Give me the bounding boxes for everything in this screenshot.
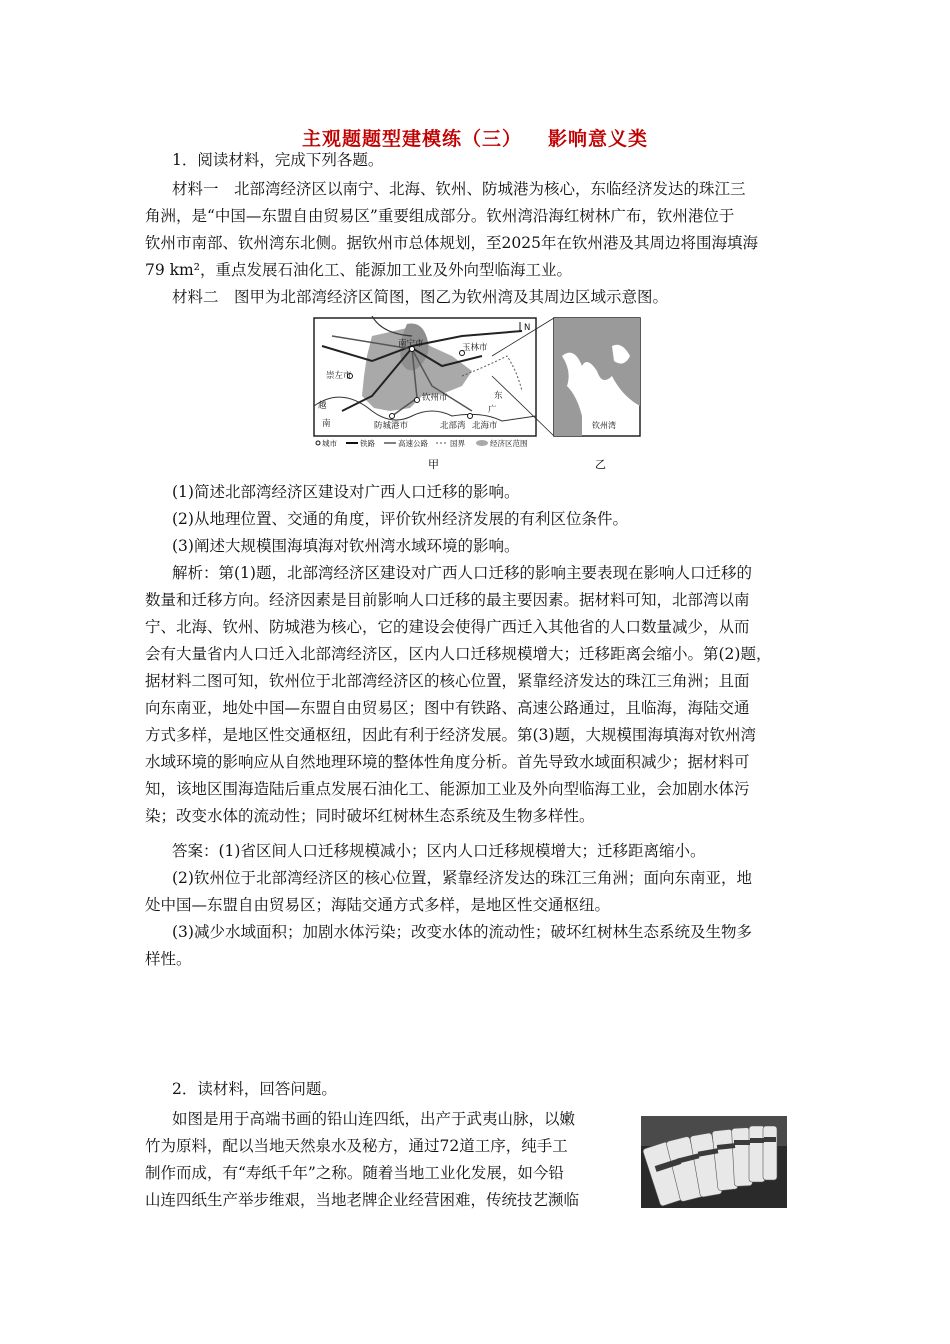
city-qinzhou: 钦州市 (422, 393, 448, 403)
material-1-line: 79 km²，重点发展石油化工、能源加工业及外向型临海工业。 (145, 261, 572, 279)
material-1-line: 钦州市南部、钦州湾东北侧。据钦州市总体规划，至2025年在钦州港及其周边将围海填海 (145, 234, 758, 252)
city-marker (390, 414, 395, 419)
map-figure (312, 316, 642, 476)
title-main: 主观题题型建模练（三） (301, 128, 522, 150)
city-marker (468, 414, 473, 419)
q2-intro: 2．读材料，回答问题。 (172, 1080, 337, 1098)
question-3: (3)阐述大规模围海填海对钦州湾水域环境的影响。 (172, 537, 520, 555)
analysis-line: 会有大量省内人口迁入北部湾经济区，区内人口迁移规模增大；迁移距离会缩小。第(2)题， (145, 645, 772, 663)
question-1: (1)简述北部湾经济区建设对广西人口迁移的影响。 (172, 483, 520, 501)
analysis-line: 数量和迁移方向。经济因素是目前影响人口迁移的最主要因素。据材料可知，北部湾以南 (145, 591, 750, 609)
city-fangchenggang: 防城港市 (374, 421, 409, 431)
q2-line: 制作而成，有“寿纸千年”之称。随着当地工业化发展，如今铅 (145, 1164, 564, 1182)
q2-line: 山连四纸生产举步维艰，当地老牌企业经营困难，传统技艺濒临 (145, 1191, 580, 1209)
legend-city-icon (316, 441, 320, 445)
legend-city: 城市 (322, 439, 337, 448)
legend-zone-icon (476, 440, 488, 446)
analysis-line: 向东南亚，地处中国—东盟自由贸易区；图中有铁路、高速公路通过，且临海，海陆交通 (145, 699, 750, 717)
analysis-line: 解析：第(1)题，北部湾经济区建设对广西人口迁移的影响主要表现在影响人口迁移的 (172, 564, 752, 582)
city-beihai: 北海市 (472, 421, 498, 431)
label-yi: 乙 (595, 458, 606, 471)
city-marker (415, 398, 420, 403)
city-yulin: 玉林市 (462, 343, 488, 353)
label-jia: 甲 (428, 458, 439, 471)
answer-line: (3)减少水域面积；加剧水体污染；改变水体的流动性；破坏红树林生态系统及生物多 (172, 923, 752, 941)
answer-line: (2)钦州位于北部湾经济区的核心位置，紧靠经济发达的珠江三角洲；面向东南亚，地 (172, 869, 752, 887)
north-arrow: N (524, 323, 531, 333)
label-dong: 东 (494, 391, 503, 401)
city-nanning: 南宁市 (398, 339, 424, 349)
paper-rolls-photo (641, 1116, 787, 1208)
analysis-line: 据材料二图可知，钦州位于北部湾经济区的核心位置，紧靠经济发达的珠江三角洲；且面 (145, 672, 750, 690)
q2-line: 如图是用于高端书画的铅山连四纸，出产于武夷山脉，以嫩 (172, 1110, 576, 1128)
legend-border: 国界 (450, 439, 465, 448)
q2-line: 竹为原料，配以当地天然泉水及秘方，通过72道工序，纯手工 (145, 1137, 568, 1155)
q1-intro: 1．阅读材料，完成下列各题。 (172, 151, 384, 169)
analysis-line: 染；改变水体的流动性；同时破坏红树林生态系统及生物多样性。 (145, 807, 595, 825)
analysis-line: 水域环境的影响应从自然地理环境的整体性角度分析。首先导致水域面积减少；据材料可 (145, 753, 750, 771)
title-type: 影响意义类 (548, 128, 649, 150)
map-legend (316, 438, 528, 448)
label-nan: 南 (322, 419, 331, 429)
label-guang: 广 (488, 405, 497, 415)
answer-line: 样性。 (145, 950, 192, 968)
material-2-line: 材料二 图甲为北部湾经济区简图，图乙为钦州湾及其周边区域示意图。 (172, 288, 669, 306)
label-qinzhou-bay: 钦州湾 (592, 421, 616, 430)
material-1-line: 角洲，是“中国—东盟自由贸易区”重要组成部分。钦州湾沿海红树林广布，钦州港位于 (145, 207, 735, 225)
analysis-line: 宁、北海、钦州、防城港为核心，它的建设会使得广西迁入其他省的人口数量减少，从而 (145, 618, 750, 636)
label-yue: 越 (318, 401, 327, 411)
city-chongzuo: 崇左市 (326, 371, 352, 381)
answer-line: 答案：(1)省区间人口迁移规模减小；区内人口迁移规模增大；迁移距离缩小。 (172, 842, 706, 860)
material-1-line: 材料一 北部湾经济区以南宁、北海、钦州、防城港为核心，东临经济发达的珠江三 (172, 180, 746, 198)
legend-highway: 高速公路 (398, 439, 428, 448)
analysis-line: 方式多样，是地区性交通枢纽，因此有利于经济发展。第(3)题，大规模围海填海对钦州湾 (145, 726, 756, 744)
legend-zone: 经济区范围 (490, 439, 528, 448)
legend-railway: 铁路 (360, 439, 375, 448)
page-title (0, 124, 950, 151)
answer-line: 处中国—东盟自由贸易区；海陆交通方式多样，是地区性交通枢纽。 (145, 896, 611, 914)
question-2: (2)从地理位置、交通的角度，评价钦州经济发展的有利区位条件。 (172, 510, 628, 528)
analysis-line: 知，该地区围海造陆后重点发展石油化工、能源加工业及外向型临海工业，会加剧水体污 (145, 780, 750, 798)
label-beibuwan: 北部湾 (440, 421, 466, 431)
